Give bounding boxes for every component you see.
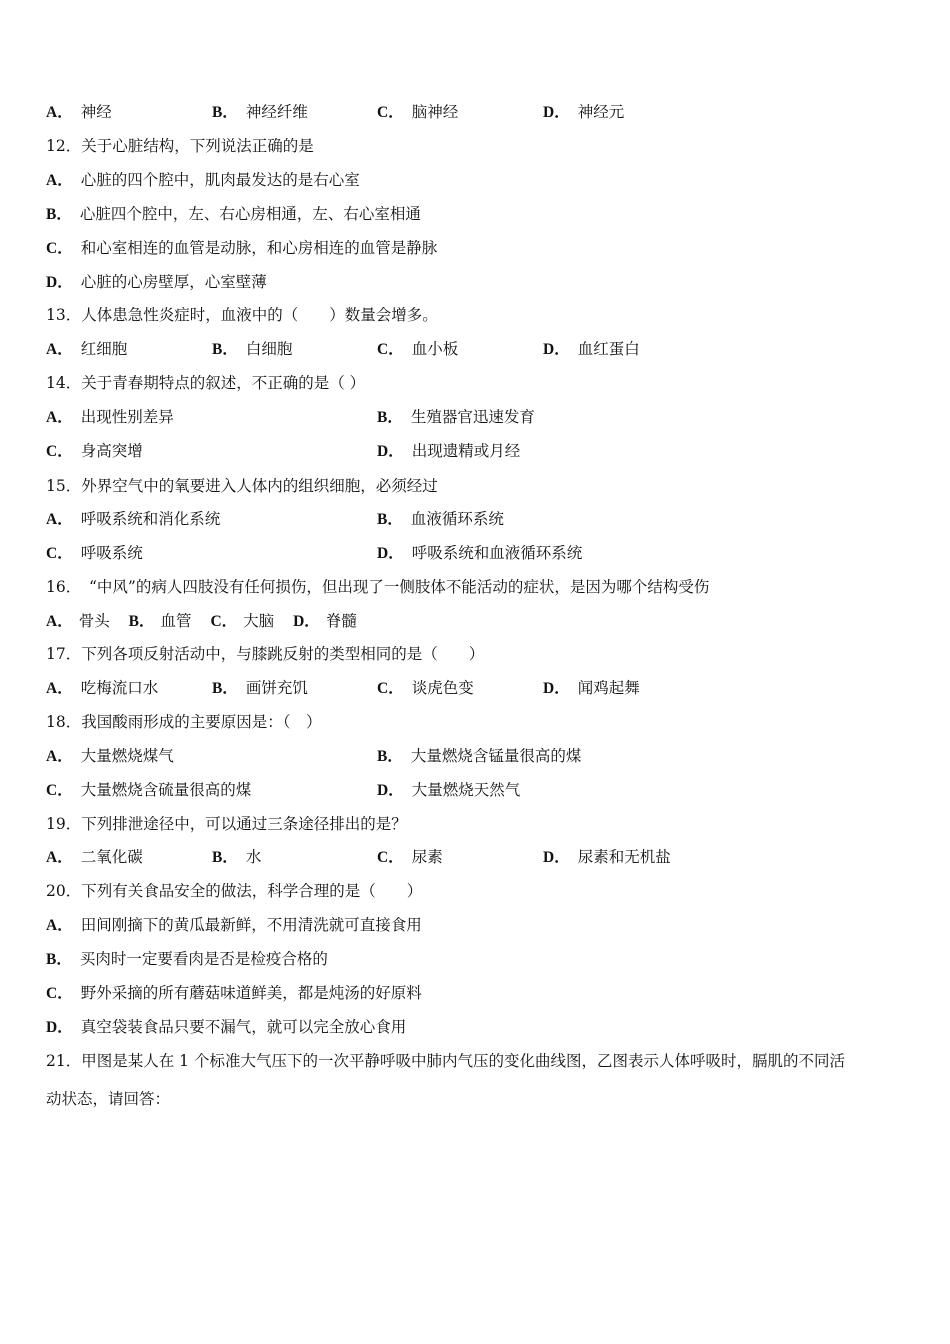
option-c: C． 脑神经 bbox=[377, 103, 459, 121]
option-a: A． 田间刚摘下的黄瓜最新鲜，不用清洗就可直接食用 bbox=[46, 916, 422, 934]
option-d: D． 血红蛋白 bbox=[543, 340, 640, 358]
question-stem: 18．我国酸雨形成的主要原因是：（ ） bbox=[46, 713, 322, 731]
option-row bbox=[46, 611, 371, 631]
option-b: B． 生殖器官迅速发育 bbox=[377, 408, 535, 426]
option-b: B． 画饼充饥 bbox=[212, 679, 308, 697]
option-d: D． 真空袋装食品只要不漏气，就可以完全放心食用 bbox=[46, 1018, 407, 1036]
option-b: B． 神经纤维 bbox=[212, 103, 308, 121]
question-stem: 12．关于心脏结构，下列说法正确的是 bbox=[46, 137, 314, 155]
option-c: C． 大脑 bbox=[210, 612, 275, 630]
option-c: C． 谈虎色变 bbox=[377, 679, 474, 697]
option-c: C． 和心室相连的血管是动脉，和心房相连的血管是静脉 bbox=[46, 239, 438, 257]
option-b: B． 心脏四个腔中，左、右心房相通，左、右心室相通 bbox=[46, 205, 421, 223]
option-d: D． 脊髓 bbox=[293, 612, 357, 630]
option-d: D． 呼吸系统和血液循环系统 bbox=[377, 544, 583, 562]
question-stem-line-1: 21．甲图是某人在 1 个标准大气压下的一次平静呼吸中肺内气压的变化曲线图，乙图表示人体呼吸时，膈肌的不同活 bbox=[46, 1052, 845, 1070]
option-d: D． 尿素和无机盐 bbox=[543, 848, 671, 866]
option-c: C． 野外采摘的所有蘑菇味道鲜美，都是炖汤的好原料 bbox=[46, 984, 422, 1002]
question-stem: 14．关于青春期特点的叙述，不正确的是（ ） bbox=[46, 374, 366, 392]
option-c: C． 尿素 bbox=[377, 848, 443, 866]
option-d: D． 心脏的心房壁厚，心室壁薄 bbox=[46, 273, 267, 291]
option-d: D． 出现遗精或月经 bbox=[377, 442, 521, 460]
option-a: A． 心脏的四个腔中，肌肉最发达的是右心室 bbox=[46, 171, 360, 189]
option-a: A． 呼吸系统和消化系统 bbox=[46, 510, 221, 528]
question-stem: 15．外界空气中的氧要进入人体内的组织细胞，必须经过 bbox=[46, 477, 438, 495]
option-b: B． 白细胞 bbox=[212, 340, 293, 358]
option-a: A． 二氧化碳 bbox=[46, 848, 143, 866]
question-stem-line-2: 动状态，请回答： bbox=[46, 1090, 171, 1108]
option-c: C． 血小板 bbox=[377, 340, 459, 358]
option-a: A． 神经 bbox=[46, 103, 112, 121]
option-a: A． 出现性别差异 bbox=[46, 408, 174, 426]
option-a: A． 吃梅流口水 bbox=[46, 679, 159, 697]
option-a: A． 骨头 bbox=[46, 612, 110, 630]
option-a: A． 大量燃烧煤气 bbox=[46, 747, 174, 765]
option-b: B． 买肉时一定要看肉是否是检疫合格的 bbox=[46, 950, 328, 968]
question-stem: 16． “中风”的病人四肢没有任何损伤，但出现了一侧肢体不能活动的症状，是因为哪个结构受伤 bbox=[46, 578, 710, 596]
option-a: A． 红细胞 bbox=[46, 340, 128, 358]
option-d: D． 神经元 bbox=[543, 103, 625, 121]
option-d: D． 大量燃烧天然气 bbox=[377, 781, 521, 799]
option-c: C． 大量燃烧含硫量很高的煤 bbox=[46, 781, 252, 799]
question-stem: 17．下列各项反射活动中，与膝跳反射的类型相同的是（ ） bbox=[46, 645, 485, 663]
question-stem: 20．下列有关食品安全的做法，科学合理的是（ ） bbox=[46, 882, 423, 900]
option-b: B． 水 bbox=[212, 848, 262, 866]
option-c: C． 呼吸系统 bbox=[46, 544, 143, 562]
question-stem: 19．下列排泄途径中，可以通过三条途径排出的是？ bbox=[46, 815, 407, 833]
option-b: B． 血液循环系统 bbox=[377, 510, 504, 528]
option-b: B． 血管 bbox=[128, 612, 192, 630]
option-b: B． 大量燃烧含锰量很高的煤 bbox=[377, 747, 582, 765]
option-d: D． 闻鸡起舞 bbox=[543, 679, 640, 697]
question-stem: 13．人体患急性炎症时，血液中的（ ）数量会增多。 bbox=[46, 306, 438, 324]
option-c: C． 身高突增 bbox=[46, 442, 143, 460]
